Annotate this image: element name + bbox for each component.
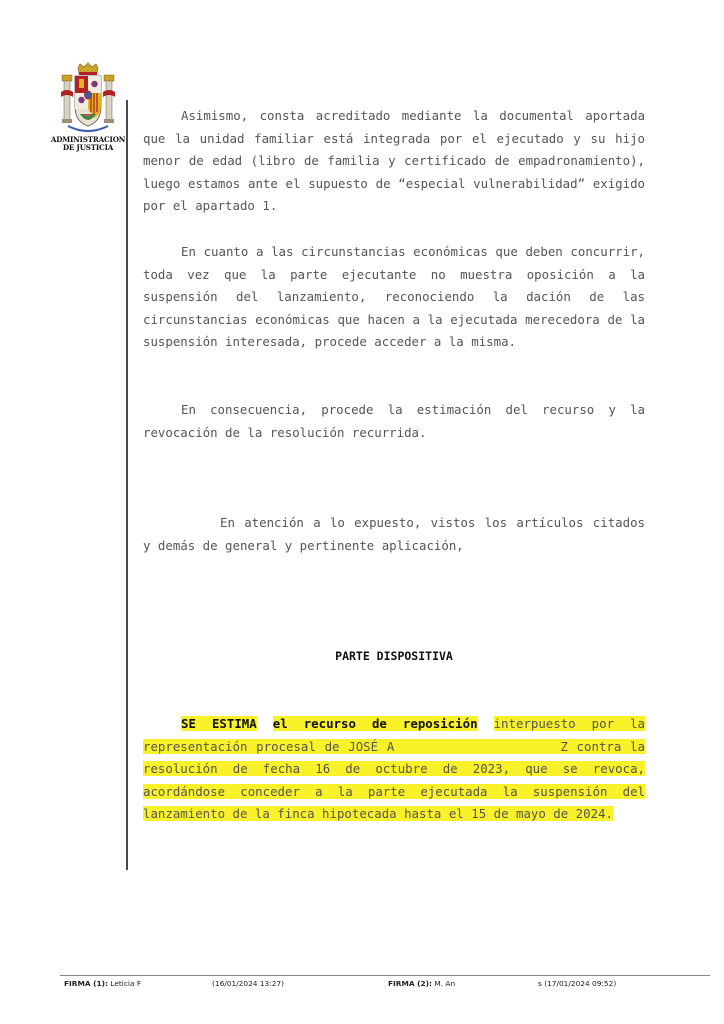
firma-2 [388,979,455,988]
paragraph-fallo [143,713,645,826]
fallo-text-2: Z contra la resolución de fecha 16 de octubre de 2023, que se revoca, acordándose conceder a la parte ejecutada la suspensión del lanzamiento de la finca hipotecada hasta el 15 de mayo de 2024. [143,738,645,822]
firma-1-date: (16/01/2024 13:27) [212,979,285,988]
coat-of-arms-logo [50,62,126,152]
firma-1-label: FIRMA (1): [64,979,108,988]
fallo-estima: SE ESTIMA [181,716,257,731]
fallo-text-1: interpuesto por la representación procesal de JOSÉ A [143,716,646,754]
section-heading: PARTE DISPOSITIVA [335,649,453,663]
firma-1-name: Leticia F [110,979,142,988]
footer-rule [60,975,710,976]
firma-2-date: s (17/01/2024 09:52) [538,979,617,988]
paragraph-circunstancias: En cuanto a las circunstancias económicas que deben concurrir, toda vez que la parte ejecutante no muestra oposición a la suspensión del lanzamiento, reconociendo la dación de las circunstancias económicas que hacen a la ejecutada merecedora de la suspensión interesada, procede acceder a la misma. [143,244,645,350]
paragraph-vulnerabilidad: Asimismo, consta acreditado mediante la documental aportada que la unidad familiar está integrada por el ejecutado y su hijo menor de edad (libro de familia y certificado de empadronamiento), luego estamos ante el supuesto de “especial vulnerabilidad” exigido por el apartado 1. [143,108,645,214]
firma-2-name: M. An [434,979,456,988]
logo-line-2: DE JUSTICIA [62,143,114,152]
logo-line-1: ADMINISTRACION [50,135,126,144]
paragraph-atencion: En atención a lo expuesto, vistos los artículos citados y demás de general y pertinente aplicación, [143,515,645,553]
firma-1 [64,979,141,988]
firma-2-label: FIRMA (2): [388,979,432,988]
paragraph-consecuencia: En consecuencia, procede la estimación del recurso y la revocación de la resolución recurrida. [143,402,645,440]
redaction-block [394,739,560,754]
fallo-recurso: el recurso de reposición [272,716,478,731]
coat-of-arms-icon [60,62,116,136]
margin-rule [126,100,128,870]
